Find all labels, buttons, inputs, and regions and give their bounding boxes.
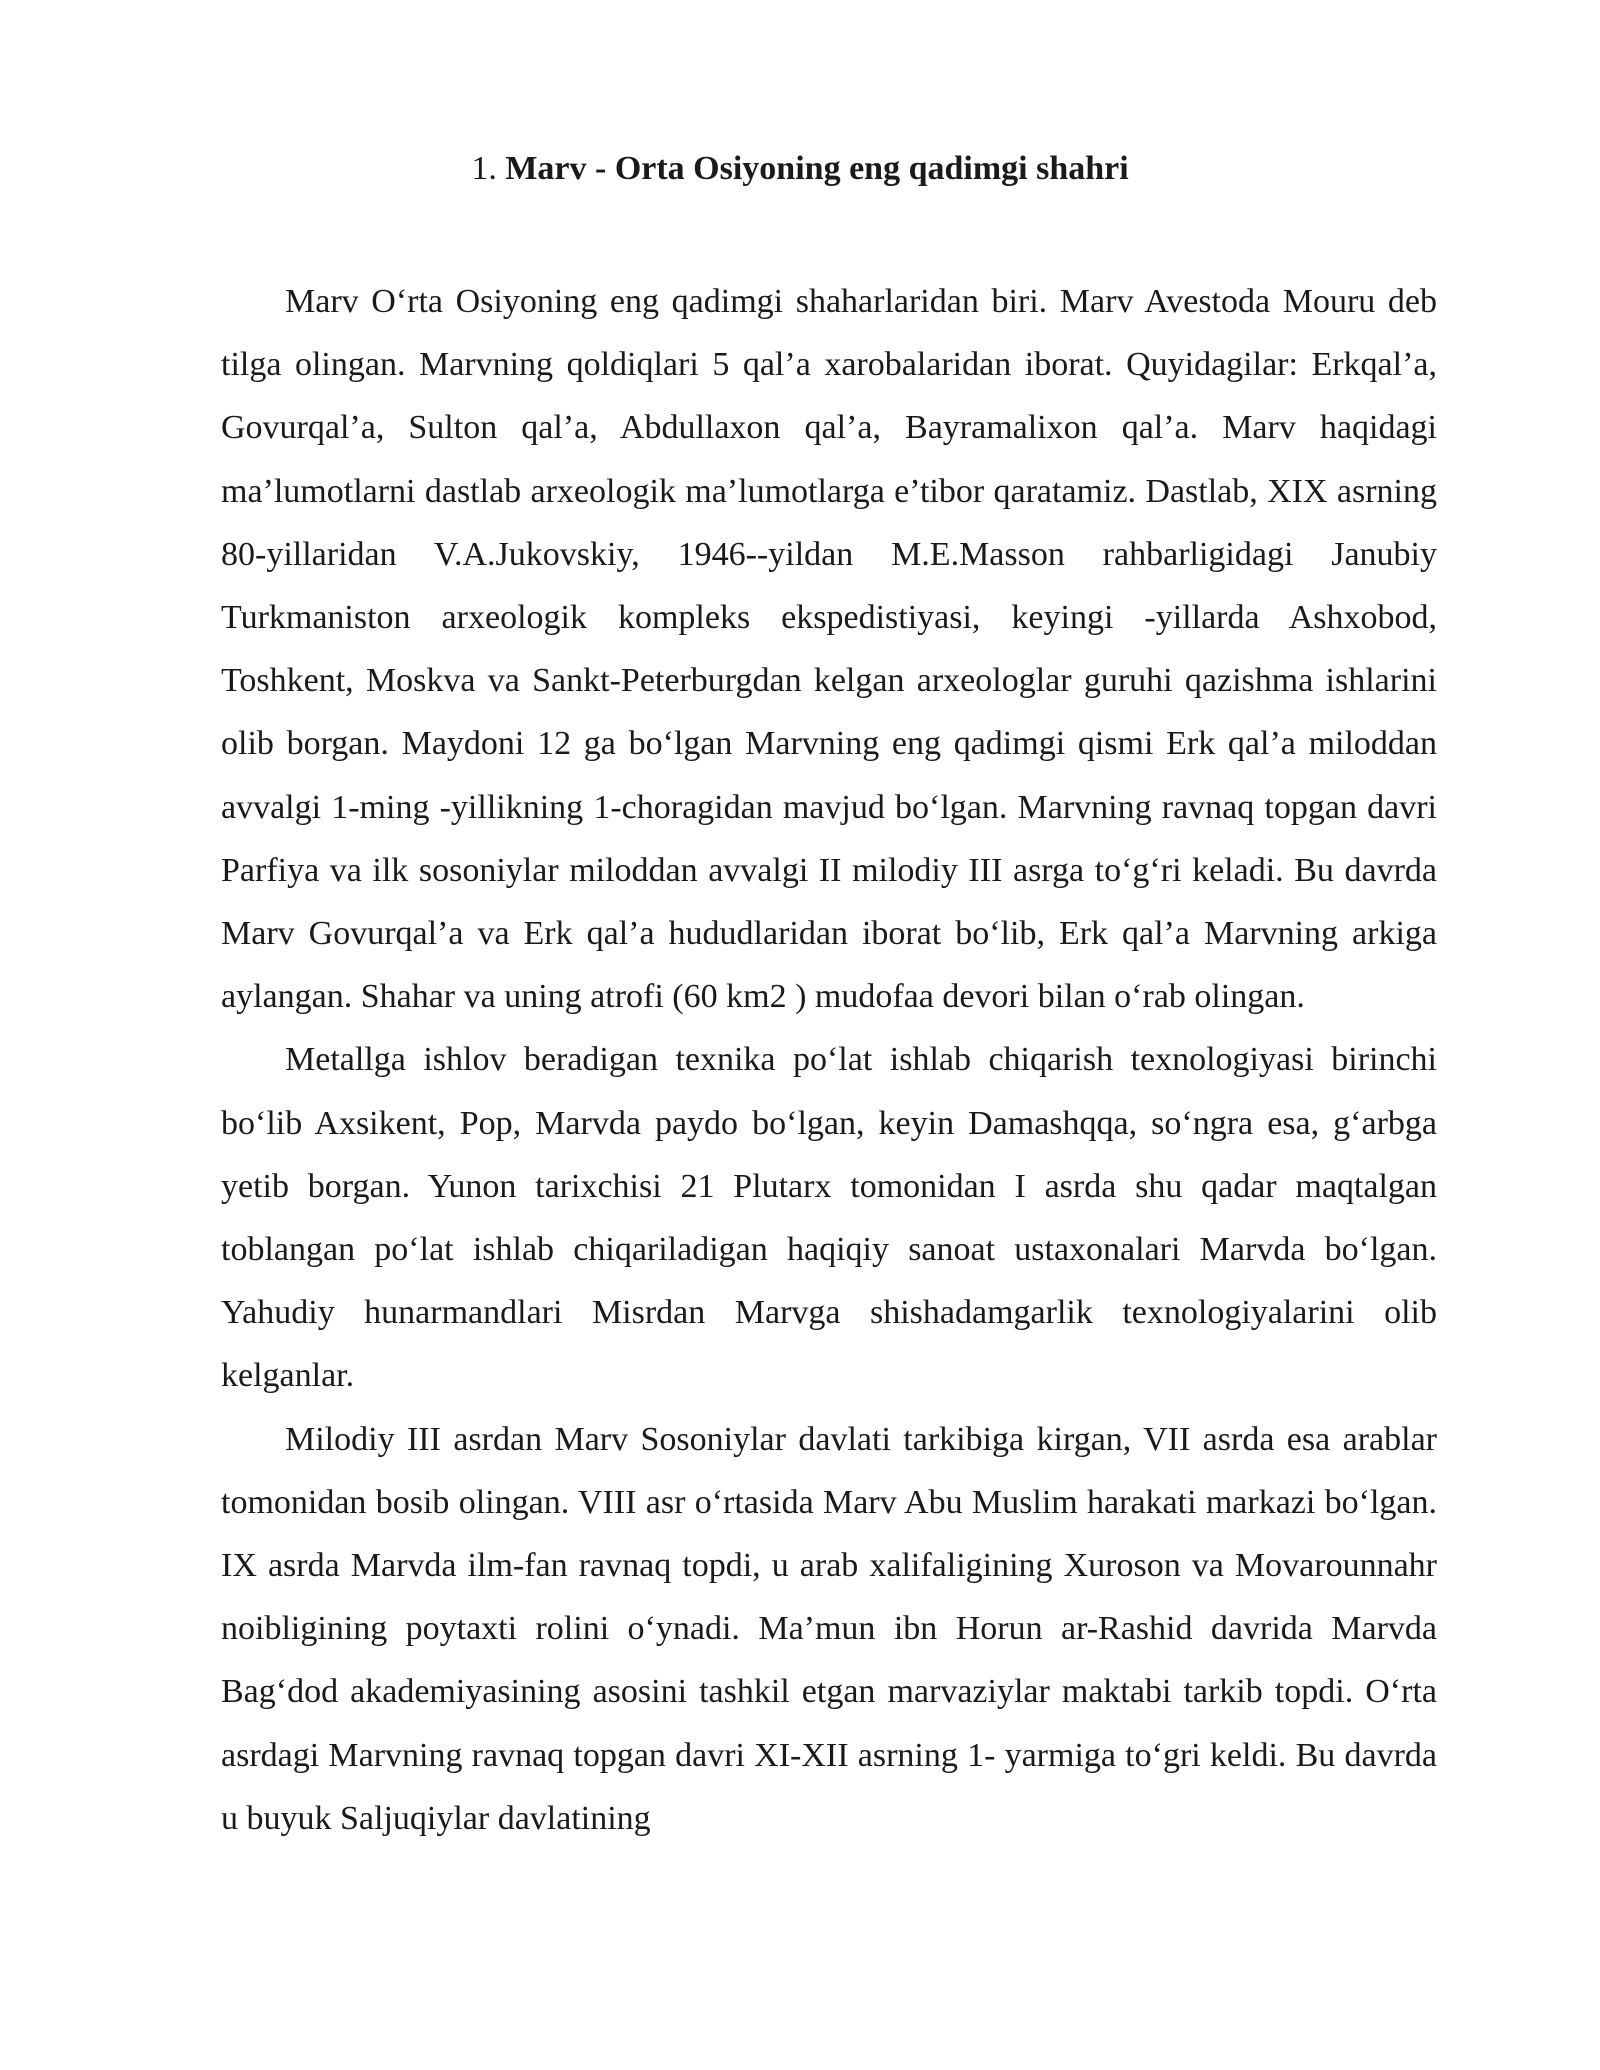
- section-number: 1.: [471, 150, 497, 187]
- section-heading: [0, 148, 1600, 190]
- paragraph-2: Metallga ishlov beradigan texnika po‘lat ishlab chiqarish texnologiyasi birinchi bo‘lib Axsikent, Pop, Marvda paydo bo‘lgan, keyin Damashqqa, so‘ngra esa, g‘arbga yetib borgan. Yunon tarixchisi 21 Plutarx tomonidan I asrda shu qadar maqtalgan toblangan po‘lat ishlab chiqariladigan haqiqiy sanoat ustaxonalari Marvda bo‘lgan. Yahudiy hunarmandlari Misrdan Marvga shishadamgarlik texnologiyalarini olib kelganlar.: [221, 1041, 1437, 1395]
- body-text: [221, 270, 1437, 1850]
- section-title: Marv - Orta Osiyoning eng qadimgi shahri: [505, 150, 1129, 187]
- paragraph-3: Milodiy III asrdan Marv Sosoniylar davlati tarkibiga kirgan, VII asrda esa arablar tomonidan bosib olingan. VIII asr o‘rtasida Marv Abu Muslim harakati markazi bo‘lgan. IX asrda Marvda ilm-fan ravnaq topdi, u arab xalifaligining Xuroson va Movarounnahr noibligining poytaxti rolini o‘ynadi. Ma’mun ibn Horun ar-Rashid davrida Marvda Bag‘dod akademiyasining asosini tashkil etgan marvaziylar maktabi tarkib topdi. O‘rta asrdagi Marvning ravnaq topgan davri XI-XII asrning 1- yarmiga to‘gri keldi. Bu davrda u buyuk Saljuqiylar davlatining: [221, 1420, 1437, 1837]
- paragraph-1: Marv O‘rta Osiyoning eng qadimgi shaharlaridan biri. Marv Avestoda Mouru deb tilga olingan. Marvning qoldiqlari 5 qal’a xarobalaridan iborat. Quyidagilar: Erkqal’a, Govurqal’a, Sulton qal’a, Abdullaxon qal’a, Bayramalixon qal’a. Marv haqidagi ma’lumotlarni dastlab arxeologik ma’lumotlarga e’tibor qaratamiz. Dastlab, XIX asrning 80-yillaridan V.A.Jukovskiy, 1946--yildan M.E.Masson rahbarligidagi Janubiy Turkmaniston arxeologik kompleks ekspedistiyasi, keyingi -yillarda Ashxobod, Toshkent, Moskva va Sankt-Peterburgdan kelgan arxeologlar guruhi qazishma ishlarini olib borgan. Maydoni 12 ga bo‘lgan Marvning eng qadimgi qismi Erk qal’a miloddan avvalgi 1-ming -yillikning 1-choragidan mavjud bo‘lgan. Marvning ravnaq topgan davri Parfiya va ilk sosoniylar miloddan avvalgi II milodiy III asrga to‘g‘ri keladi. Bu davrda Marv Govurqal’a va Erk qal’a hududlaridan iborat bo‘lib, Erk qal’a Marvning arkiga aylangan. Shahar va uning atrofi (60 km2 ) mudofaa devori bilan o‘rab olingan.: [221, 283, 1437, 1016]
